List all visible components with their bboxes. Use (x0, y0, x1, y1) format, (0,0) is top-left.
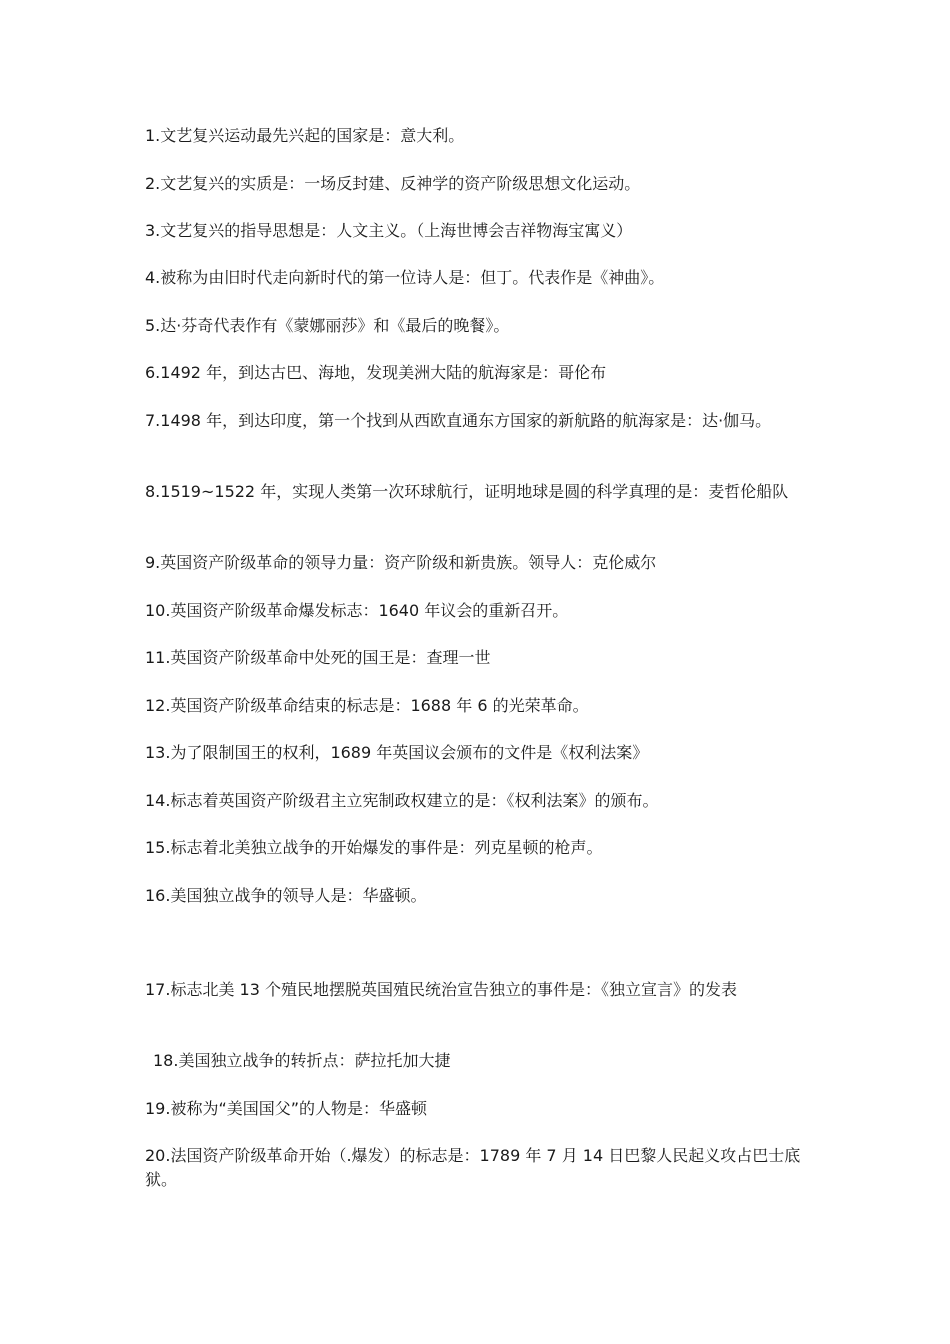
list-item: 17.标志北美 13 个殖民地摆脱英国殖民统治宣告独立的事件是：《独立宣言》的发表 (145, 980, 737, 999)
list-item: 14.标志着英国资产阶级君主立宪制政权建立的是：《权利法案》的颁布。 (145, 791, 659, 810)
list-item: 12.英国资产阶级革命结束的标志是：1688 年 6 的光荣革命。 (145, 696, 589, 715)
list-item: 6.1492 年，到达古巴、海地，发现美洲大陆的航海家是：哥伦布 (145, 363, 607, 382)
list-item: 5.达·芬奇代表作有《蒙娜丽莎》和《最后的晚餐》。 (145, 316, 510, 335)
list-item: 9.英国资产阶级革命的领导力量：资产阶级和新贵族。领导人：克伦威尔 (145, 553, 657, 572)
list-item: 15.标志着北美独立战争的开始爆发的事件是：列克星顿的枪声。 (145, 838, 603, 857)
list-item: 18.美国独立战争的转折点：萨拉托加大捷 (153, 1051, 451, 1070)
list-item: 19.被称为“美国国父”的人物是：华盛顿 (145, 1099, 428, 1118)
list-item: 4.被称为由旧时代走向新时代的第一位诗人是：但丁。代表作是《神曲》。 (145, 268, 665, 287)
list-item: 7.1498 年，到达印度，第一个找到从西欧直通东方国家的新航路的航海家是：达·伽马。 (145, 411, 772, 430)
list-item: 13.为了限制国王的权利，1689 年英国议会颁布的文件是《权利法案》 (145, 743, 649, 762)
list-item: 8.1519~1522 年，实现人类第一次环球航行，证明地球是圆的科学真理的是：麦哲伦船队 (145, 482, 789, 501)
list-item: 2.文艺复兴的实质是：一场反封建、反神学的资产阶级思想文化运动。 (145, 174, 641, 193)
list-item: 10.英国资产阶级革命爆发标志：1640 年议会的重新召开。 (145, 601, 569, 620)
list-item: 20.法国资产阶级革命开始（.爆发）的标志是：1789 年 7 月 14 日巴黎人民起义攻占巴士底狱。 (145, 1146, 801, 1189)
list-item: 1.文艺复兴运动最先兴起的国家是：意大利。 (145, 126, 465, 145)
list-item: 11.英国资产阶级革命中处死的国王是：查理一世 (145, 648, 491, 667)
list-item: 16.美国独立战争的领导人是：华盛顿。 (145, 886, 427, 905)
list-item: 3.文艺复兴的指导思想是：人文主义。（上海世博会吉祥物海宝寓义） (145, 221, 633, 240)
